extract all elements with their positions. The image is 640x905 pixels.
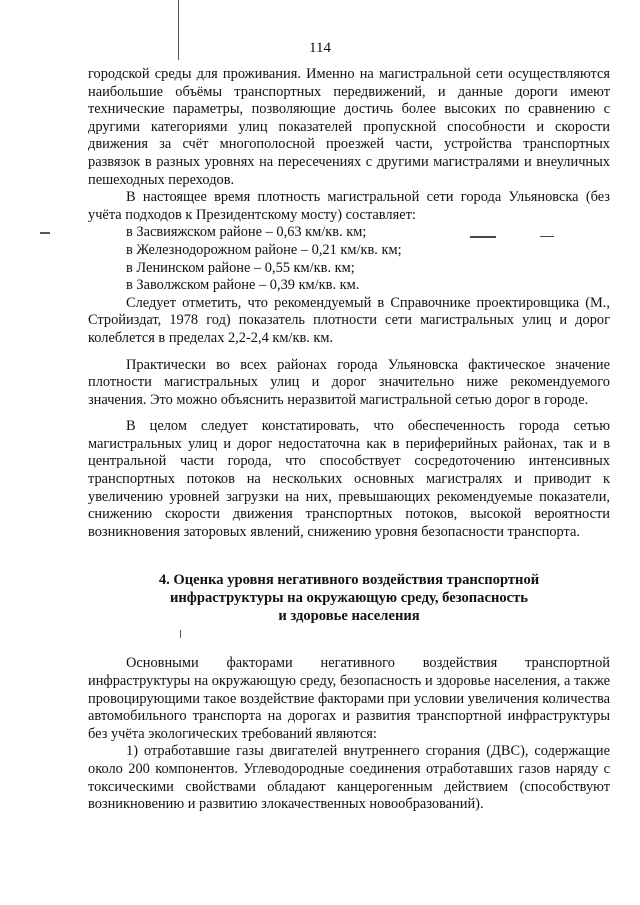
- section-heading-line: 4. Оценка уровня негативного воздействия транспортной: [158, 572, 540, 589]
- paragraph: городской среды для проживания. Именно на магистральной сети осуществляются наибольшие объёмы транспортных передвижений, и данные дороги имеют технические параметры, позволяющие достичь более высоких по сравнению с другими категориями улиц показателей пропускной способности и скорости движения за счёт многополосной проезжей части, устройства транспортных развязок в разных уровнях на пересечениях с другими магистралями и внеуличных пешеходных переходов.: [88, 66, 610, 188]
- paragraph: 1) отработавшие газы двигателей внутреннего сгорания (ДВС), содержащие около 200 компонентов. Углеводородные соединения отработавших газов наряду с токсическими свойствами обладают канцерогенным действием (способствуют возникновению и развитию злокачественных новообразований).: [88, 743, 610, 813]
- paragraph: Основными факторами негативного воздействия транспортной инфраструктуры на окружающую среду, безопасность и здоровье населения, а также провоцирующими такое воздействие факторами при условии увеличения количества автомобильного транспорта на дорогах и развития транспортной инфраструктуры без учёта экологических требований являются:: [88, 655, 610, 742]
- document-body: [88, 66, 610, 814]
- section-heading-line: инфраструктуры на окружающую среду, безопасность: [169, 590, 529, 607]
- paragraph: Следует отметить, что рекомендуемый в Справочнике проектировщика (М., Стройиздат, 1978 год) показатель плотности сети магистральных улиц и дорог колеблется в пределах 2,2-2,4 км/кв. км.: [88, 294, 610, 346]
- section-heading: [88, 571, 610, 625]
- paragraph: В целом следует констатировать, что обеспеченность города сетью магистральных улиц и дорог недостаточна как в периферийных районах, так и в центральной части города, что способствует сосредоточению интенсивных транспортных потоков на нескольких основных магистралях и приводит к увеличению уровней загрузки на них, превышающих рекомендуемые показатели, снижению скорости движения транспортных потоков, высокой вероятности возникновения заторовых явлений, снижению уровня безопасности транспорта.: [88, 418, 610, 540]
- list-item: в Ленинском районе – 0,55 км/кв. км;: [126, 259, 355, 276]
- section-heading-line: и здоровье населения: [278, 608, 420, 625]
- list-item: в Засвияжском районе – 0,63 км/кв. км;: [126, 224, 367, 241]
- page-number: 114: [309, 40, 331, 56]
- paragraph: В настоящее время плотность магистральной сети города Ульяновска (без учёта подходов к Президентскому мосту) составляет:: [88, 189, 610, 223]
- scan-mark-left: [40, 232, 50, 234]
- list-item: в Железнодорожном районе – 0,21 км/кв. км;: [126, 241, 402, 258]
- paragraph: Практически во всех районах города Ульяновска фактическое значение плотности магистральных улиц и дорог значительно ниже рекомендуемого значения. Это можно объяснить неразвитой магистральной сетью дорог в городе.: [88, 356, 610, 408]
- list-item: в Заволжском районе – 0,39 км/кв. км.: [126, 277, 360, 294]
